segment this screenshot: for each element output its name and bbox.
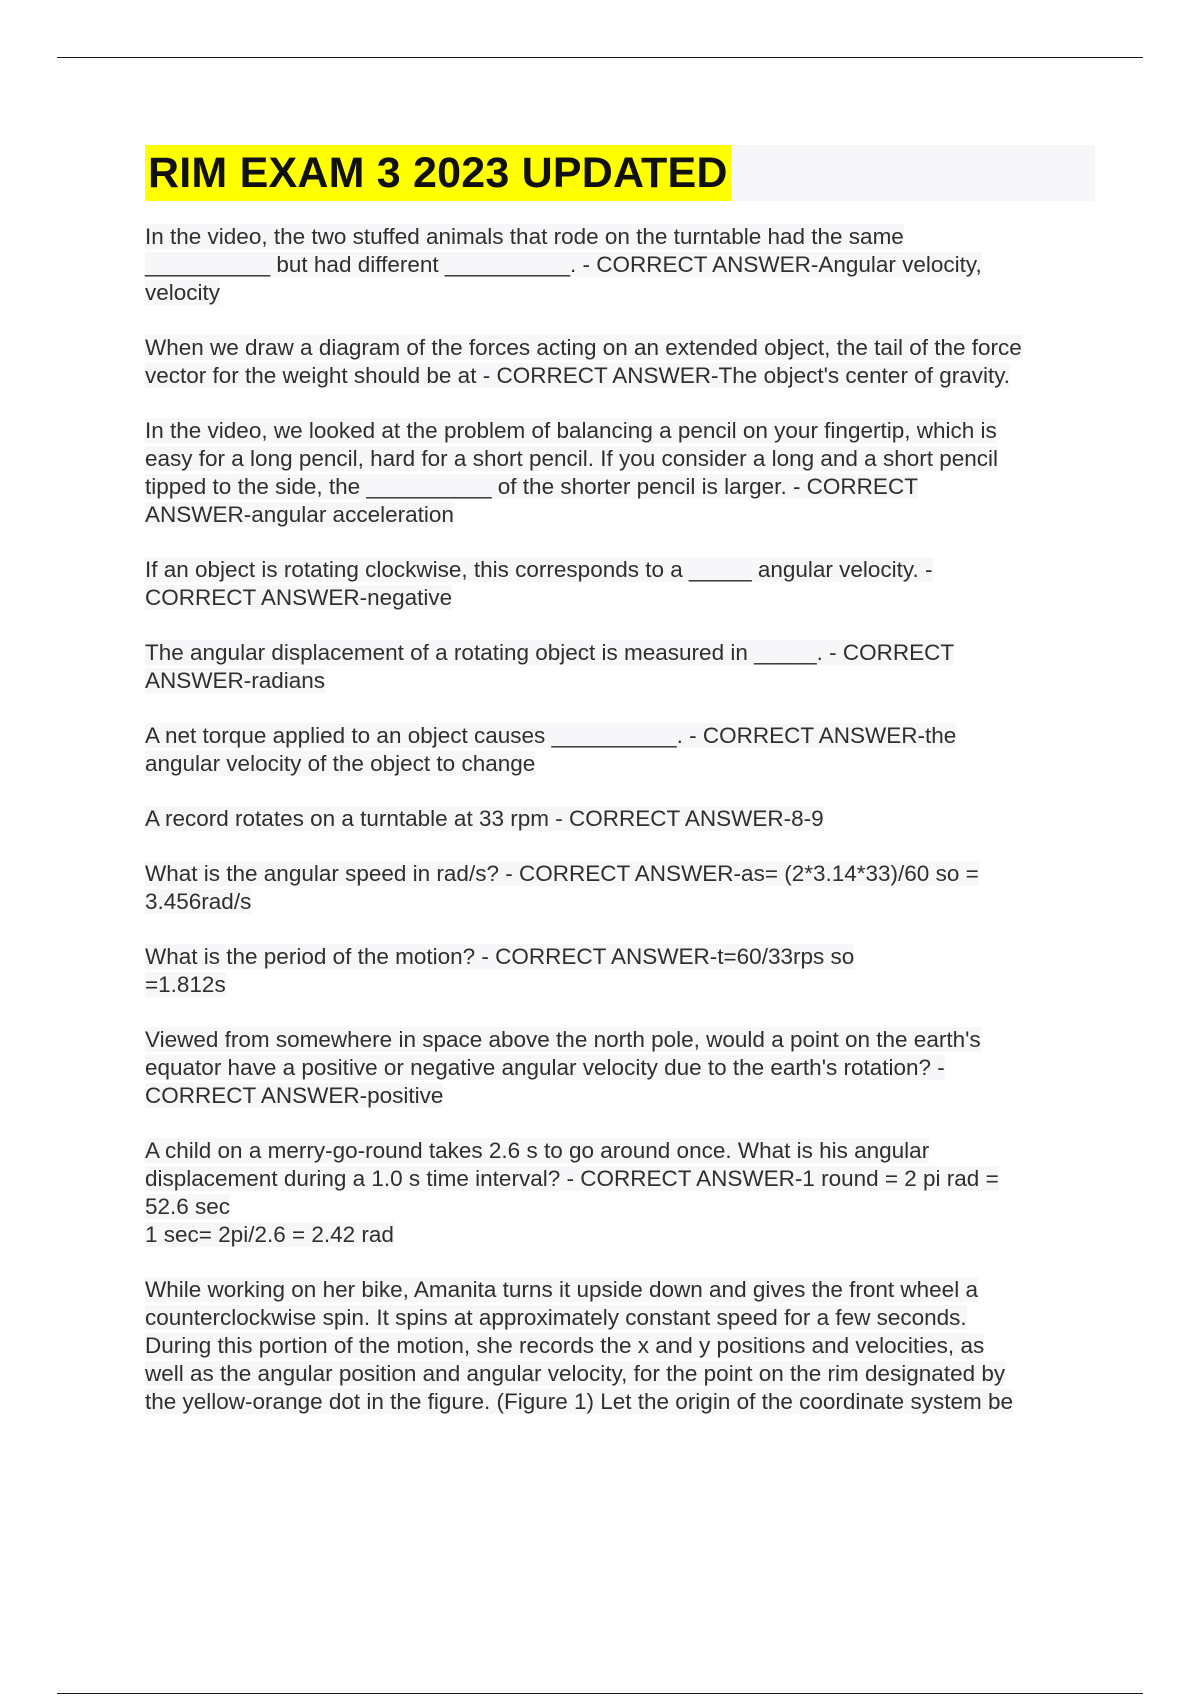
- qa-text: Viewed from somewhere in space above the north pole, would a point on the earth's equator have a positive or negative angular velocity due to the earth's rotation? - CORRECT ANSWER-positive: [145, 1027, 981, 1108]
- qa-text: When we draw a diagram of the forces acting on an extended object, the tail of the force vector for the weight should be at - CORRECT ANSWER-The object's center of gravity.: [145, 335, 1022, 388]
- qa-item: [145, 943, 1095, 999]
- qa-item: [145, 639, 1095, 695]
- qa-item: [145, 334, 1095, 390]
- title-band: [145, 145, 1095, 201]
- qa-item: [145, 722, 1095, 778]
- qa-item: [145, 860, 1095, 916]
- qa-item: [145, 223, 1095, 307]
- qa-text: The angular displacement of a rotating object is measured in _____. - CORRECT ANSWER-radians: [145, 640, 955, 693]
- top-rule: [57, 57, 1143, 58]
- qa-text: While working on her bike, Amanita turns it upside down and gives the front wheel a counterclockwise spin. It spins at approximately constant speed for a few seconds. During this portion of the motion, she records the x and y positions and velocities, as well as the angular position and angular velocity, for the point on the rim designated by the yellow-orange dot in the figure. (Figure 1) Let the origin of the coordinate system be: [145, 1277, 1013, 1414]
- qa-item: [145, 1276, 1095, 1416]
- qa-text: A net torque applied to an object causes __________. - CORRECT ANSWER-the angular velocity of the object to change: [145, 723, 957, 776]
- document-body: [145, 145, 1095, 1443]
- qa-text: In the video, the two stuffed animals that rode on the turntable had the same __________ but had different __________. - CORRECT ANSWER-Angular velocity, velocity: [145, 224, 982, 305]
- qa-text: A child on a merry-go-round takes 2.6 s to go around once. What is his angular displacement during a 1.0 s time interval? - CORRECT ANSWER-1 round = 2 pi rad = 52.6 sec 1 sec= 2pi/2.6 = 2.42 rad: [145, 1138, 999, 1247]
- document-title: RIM EXAM 3 2023 UPDATED: [145, 145, 731, 201]
- qa-text: What is the angular speed in rad/s? - CORRECT ANSWER-as= (2*3.14*33)/60 so = 3.456rad/s: [145, 861, 979, 914]
- qa-text: If an object is rotating clockwise, this corresponds to a _____ angular velocity. - CORRECT ANSWER-negative: [145, 557, 933, 610]
- qa-text: In the video, we looked at the problem of balancing a pencil on your fingertip, which is easy for a long pencil, hard for a short pencil. If you consider a long and a short pencil tipped to the side, the __________ of the shorter pencil is larger. - CORRECT ANSWER-angular acceleration: [145, 418, 999, 527]
- qa-item: [145, 556, 1095, 612]
- qa-item: [145, 417, 1095, 529]
- qa-text: A record rotates on a turntable at 33 rpm - CORRECT ANSWER-8-9: [145, 806, 824, 831]
- qa-item: [145, 1137, 1095, 1249]
- qa-text: What is the period of the motion? - CORRECT ANSWER-t=60/33rps so =1.812s: [145, 944, 855, 997]
- qa-item: [145, 805, 1095, 833]
- qa-item: [145, 1026, 1095, 1110]
- bottom-rule: [57, 1693, 1143, 1694]
